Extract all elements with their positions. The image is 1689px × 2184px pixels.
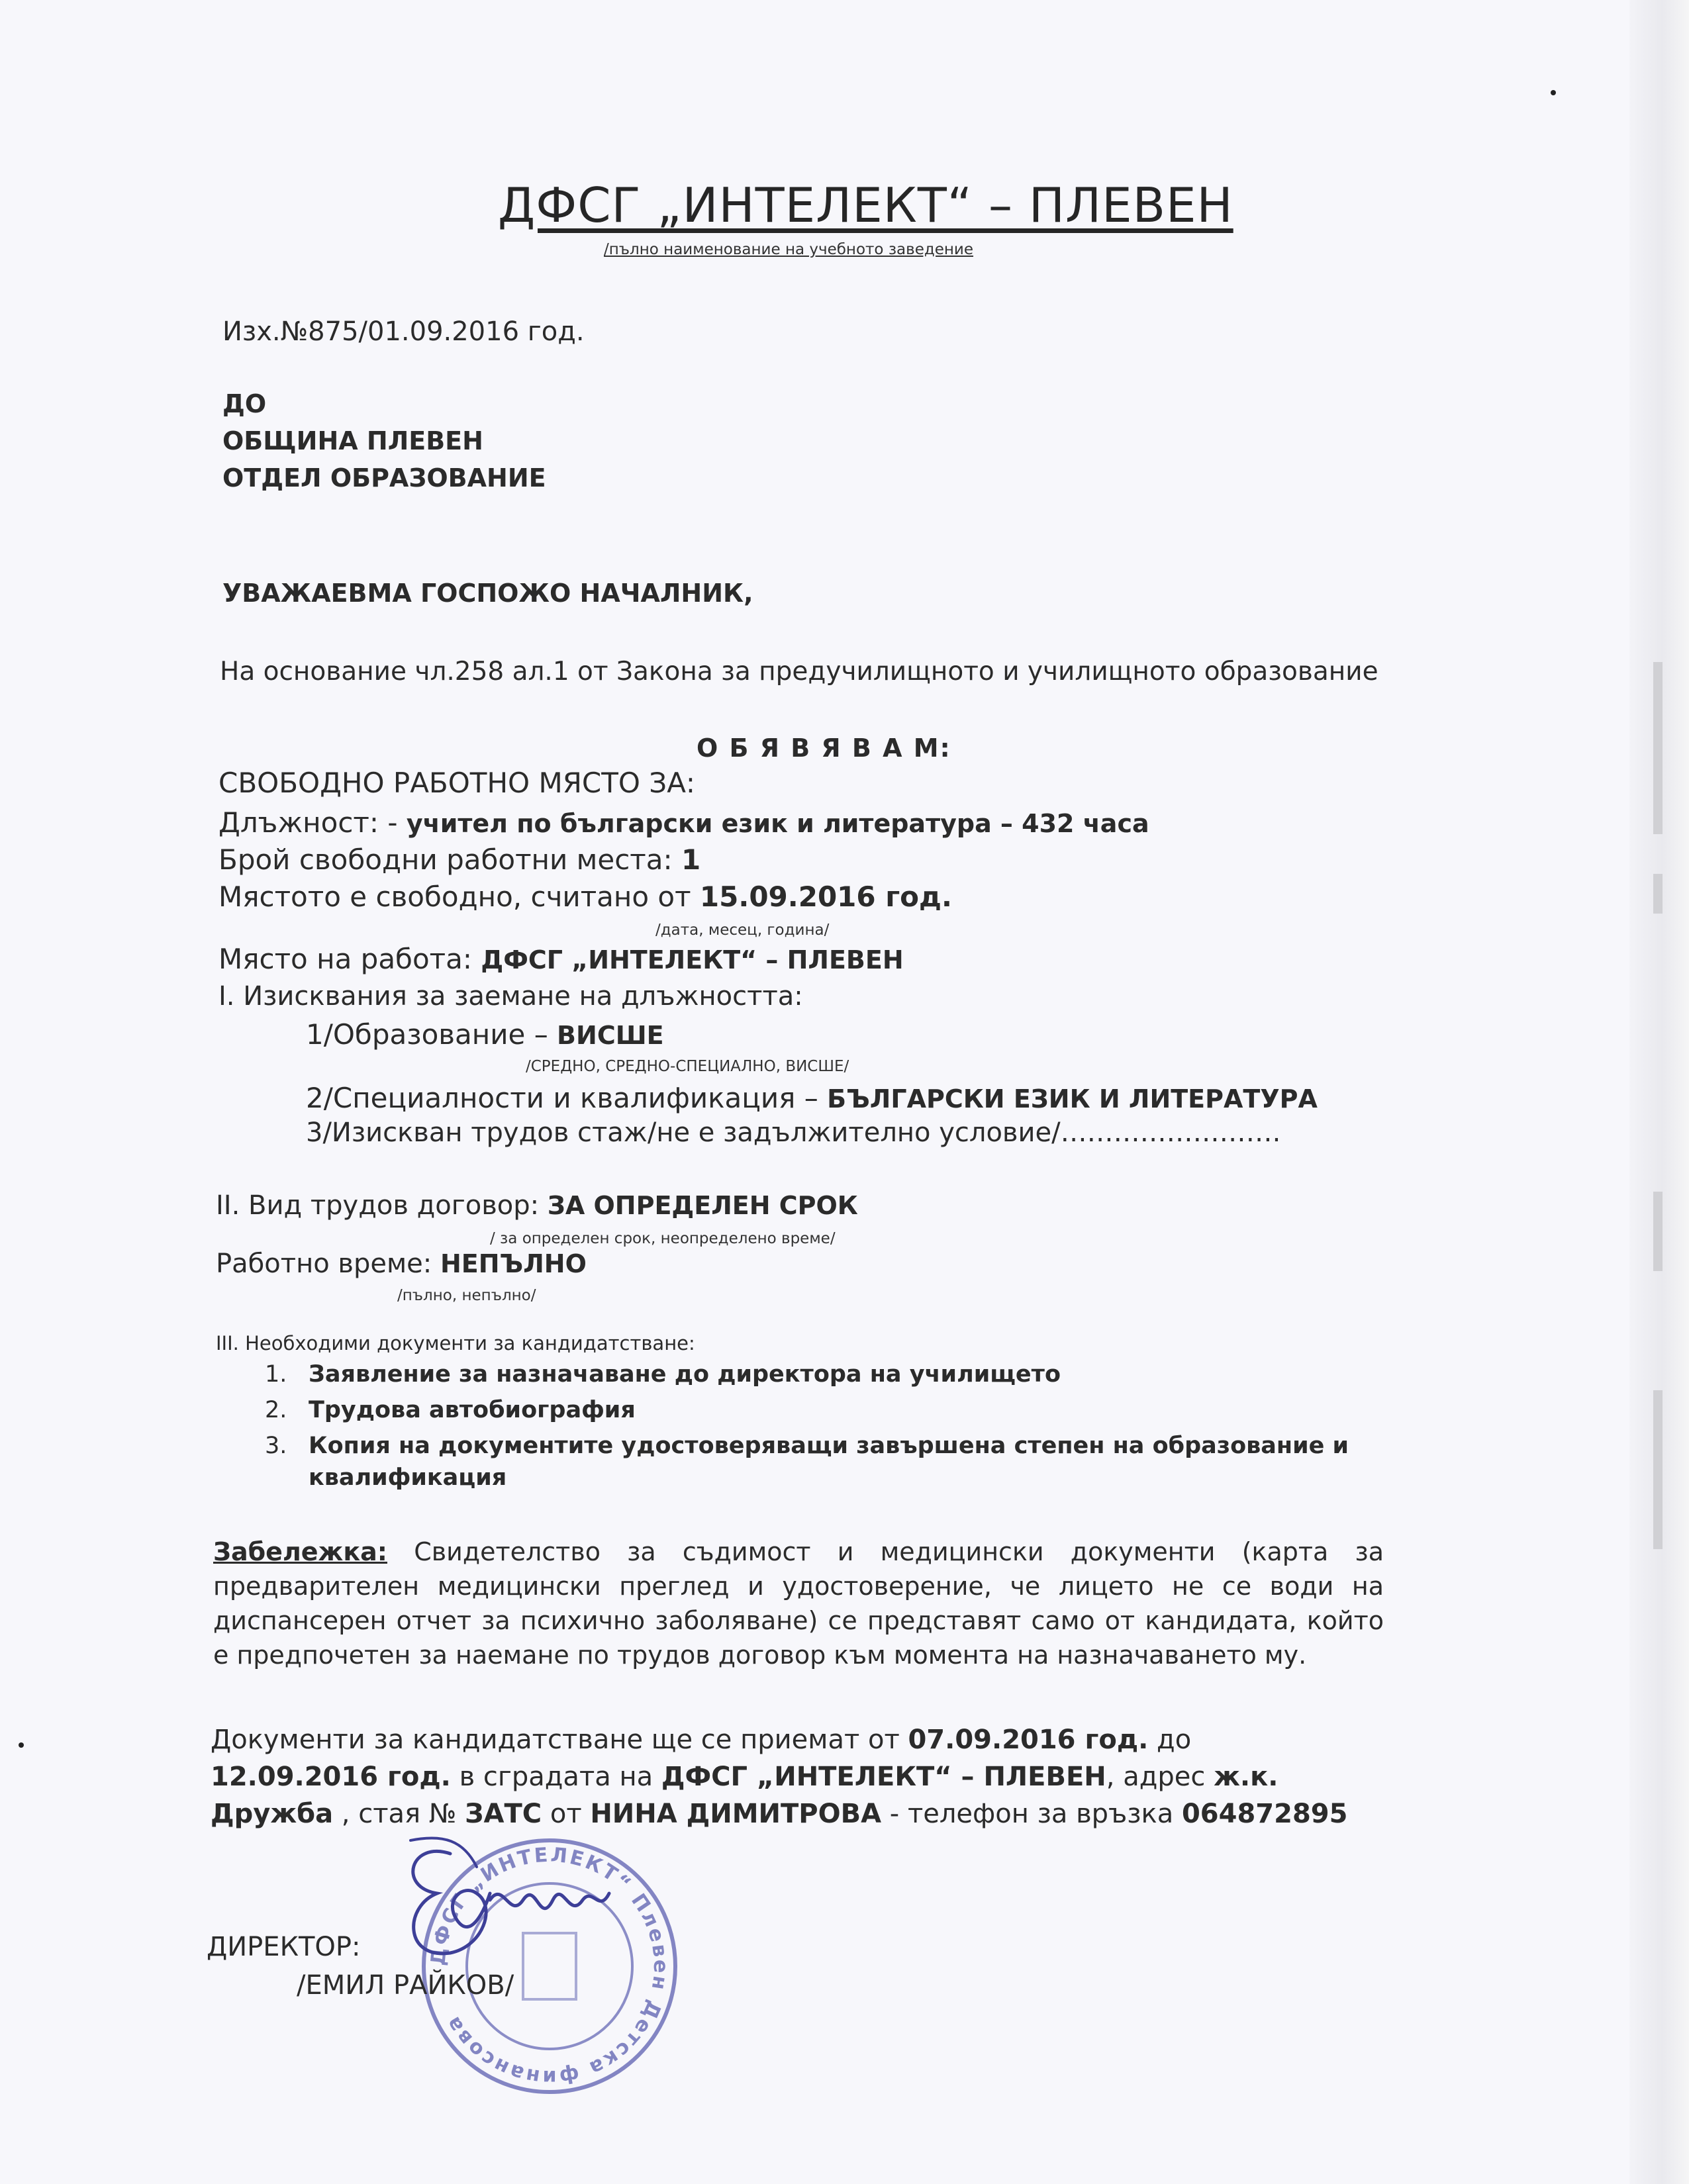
- page-edge-shadow: [1629, 0, 1689, 2184]
- position-label: Длъжност: -: [218, 806, 407, 839]
- contract-type-line: [216, 1190, 858, 1221]
- position-line: [218, 806, 1149, 839]
- hours-line: [216, 1249, 587, 1279]
- contract-type-label: II. Вид трудов договор:: [216, 1190, 548, 1221]
- director-name: /ЕМИЛ РАЙКОВ/: [297, 1970, 514, 2001]
- note-paragraph: [213, 1535, 1384, 1672]
- education-label: 1/Образование –: [306, 1018, 557, 1051]
- free-from-line: [218, 880, 952, 913]
- requirements-heading: I. Изисквания за заемане на длъжността:: [218, 981, 803, 1012]
- vacancy-heading: СВОБОДНО РАБОТНО МЯСТО ЗА:: [218, 767, 696, 799]
- documents-list: [265, 1358, 1351, 1497]
- director-title: ДИРЕКТОР:: [207, 1932, 361, 1962]
- hours-value: НЕПЪЛНО: [440, 1249, 587, 1278]
- salutation: УВАЖАЕВМА ГОСПОЖО НАЧАЛНИК,: [222, 579, 753, 608]
- specialty-label: 2/Специалности и квалификация –: [306, 1082, 828, 1114]
- education-caption: /СРЕДНО, СРЕДНО-СПЕЦИАЛНО, ВИСШЕ/: [526, 1058, 849, 1075]
- workplace-line: [218, 943, 904, 975]
- list-item: 2. Трудова автобиография: [265, 1397, 636, 1423]
- list-item: 1. Заявление за назначаване до директора на училището: [265, 1361, 1061, 1388]
- note-label: Забележка:: [213, 1537, 387, 1566]
- svg-text:ДФСГ „ИНТЕЛЕКТ“ Плевен Детска: ДФСГ „ИНТЕЛЕКТ“ Плевен Детска финансова: [426, 1843, 673, 2089]
- count-line: [218, 843, 700, 876]
- specialty-line: [306, 1082, 1318, 1114]
- specialty-value: БЪЛГАРСКИ ЕЗИК И ЛИТЕРАТУРА: [827, 1084, 1318, 1114]
- legal-basis: На основание чл.258 ал.1 от Закона за предучилищното и училищното образование: [220, 657, 1378, 687]
- addressee-line-2: ОБЩИНА ПЛЕВЕН: [222, 426, 483, 455]
- date-caption: /дата, месец, година/: [655, 922, 830, 939]
- org-name: ДФСГ „ИНТЕЛЕКТ“ – ПЛЕВЕН: [498, 177, 1233, 233]
- experience-line: 3/Изискван трудов стаж/не е задължително условие/…………………….: [306, 1117, 1281, 1148]
- free-from-label: Мястото е свободно, считано от: [218, 880, 700, 913]
- workplace-value: ДФСГ „ИНТЕЛЕКТ“ – ПЛЕВЕН: [481, 945, 904, 974]
- hours-caption: /пълно, непълно/: [397, 1287, 536, 1304]
- submission-paragraph: Документи за кандидатстване ще се приемат от 07.09.2016 год. до 12.09.2016 год. в сградата на ДФСГ „ИНТЕЛЕКТ“ – ПЛЕВЕН, адрес ж.к. Дружба , стая № ЗАТС от НИНА ДИМИТРОВА - телефон за връзка 064872895: [211, 1725, 1348, 1829]
- free-from-value: 15.09.2016 год.: [699, 880, 952, 913]
- contract-type-caption: / за определен срок, неопределено време/: [490, 1230, 836, 1247]
- workplace-label: Място на работа:: [218, 943, 481, 975]
- announce-heading: О Б Я В Я В А М:: [697, 734, 951, 763]
- education-value: ВИСШЕ: [557, 1021, 664, 1050]
- ref-number: Изх.№875/01.09.2016 год.: [222, 316, 585, 347]
- hours-label: Работно време:: [216, 1249, 440, 1279]
- list-item: 3. Копия на документите удостоверяващи завършена степен на образование и квалификация: [265, 1433, 1349, 1491]
- position-value: учител по български език и литература – 432 часа: [406, 809, 1149, 838]
- org-caption: /пълно наименование на учебното заведение: [604, 241, 974, 258]
- addressee-line-3: ОТДЕЛ ОБРАЗОВАНИЕ: [222, 463, 546, 493]
- contract-type-value: ЗА ОПРЕДЕЛЕН СРОК: [547, 1191, 858, 1220]
- addressee-line-1: ДО: [222, 389, 267, 418]
- count-value: 1: [681, 843, 701, 876]
- note-text: Свидетелство за съдимост и медицински документи (карта за предварителен медицински преглед и удостоверение, че лицето не се води на диспансерен отчет за психично заболяване) се представят само от кандидата, който е предпочетен за наемане по трудов договор към момента на назначаването му.: [213, 1537, 1384, 1670]
- count-label: Брой свободни работни места:: [218, 843, 681, 876]
- documents-heading: III. Необходими документи за кандидатстване:: [216, 1332, 695, 1354]
- education-line: [306, 1018, 664, 1051]
